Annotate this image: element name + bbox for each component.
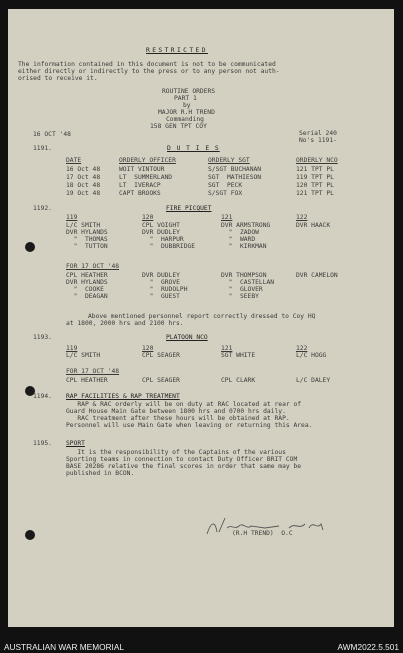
section-title: D U T I E S bbox=[167, 145, 220, 152]
picquet-name: " TUTTON bbox=[66, 243, 108, 250]
picquet-name: " GROVE bbox=[142, 279, 180, 286]
picquet-note: Above mentioned personnel report correctly dressed to Coy HQ bbox=[88, 313, 316, 320]
nco-name: L/C SMITH bbox=[66, 352, 101, 359]
platoon-number: 122 bbox=[296, 214, 308, 221]
column-header: ORDERLY SGT bbox=[208, 157, 250, 164]
picquet-name: " SEEBY bbox=[221, 293, 259, 300]
section-number: 1193. bbox=[33, 334, 52, 341]
nco-name: SGT WHITE bbox=[221, 352, 256, 359]
picquet-name: DVR THOMPSON bbox=[221, 272, 267, 279]
picquet-name: " THOMAS bbox=[66, 236, 108, 243]
picquet-name: CPL HEATHER bbox=[66, 272, 108, 279]
classification: RESTRICTED bbox=[146, 47, 208, 54]
picquet-name: " GLOVER bbox=[221, 286, 263, 293]
duty-nco: 120 TPT PL bbox=[296, 182, 334, 189]
duty-sgt: S/SGT FOX bbox=[208, 190, 243, 197]
duty-date: 18 Oct 48 bbox=[66, 182, 101, 189]
picquet-name: " CASTELLAN bbox=[221, 279, 275, 286]
rap-line: Guard House Main Gate between 1800 hrs and 0700 hrs daily. bbox=[66, 408, 286, 415]
platoon-number: 119 bbox=[66, 214, 78, 221]
section-title: FIRE PICQUET bbox=[166, 205, 212, 212]
for-date-label: FOR 17 OCT '48 bbox=[66, 368, 120, 375]
platoon-number: 119 bbox=[66, 345, 78, 352]
section-title: PLATOON NCO bbox=[166, 334, 208, 341]
picquet-name: DVR HYLANDS bbox=[66, 279, 108, 286]
duty-sgt: SGT PECK bbox=[208, 182, 243, 189]
footer-left-label: AUSTRALIAN WAR MEMORIAL bbox=[4, 642, 125, 652]
platoon-number: 121 bbox=[221, 345, 233, 352]
rap-line: RAC treatment after these hours will be obtained at RAP. bbox=[66, 415, 290, 422]
sport-line: It is the responsibility of the Captains of the various bbox=[66, 449, 286, 456]
order-date: 16 OCT '48 bbox=[33, 131, 71, 138]
picquet-name: DVR CAMELON bbox=[296, 272, 338, 279]
duty-officer: CAPT BROOKS bbox=[119, 190, 161, 197]
notice-line: The information contained in this document is not to be communicated bbox=[18, 61, 276, 68]
picquet-name: DVR DUDLEY bbox=[142, 272, 180, 279]
picquet-name: DVR HYLANDS bbox=[66, 229, 108, 236]
column-header: DATE bbox=[66, 157, 82, 164]
picquet-name: " DUBBRIDGE bbox=[142, 243, 196, 250]
platoon-number: 120 bbox=[142, 345, 154, 352]
picquet-name: " ZADOW bbox=[221, 229, 259, 236]
sport-line: BASE 20286 relative the final scores in order that same may be bbox=[66, 463, 302, 470]
section-title: RAP FACILITIES & RAP TREATMENT bbox=[66, 393, 180, 400]
column-header: ORDERLY NCO bbox=[296, 157, 338, 164]
punch-hole bbox=[25, 530, 35, 540]
signature-block: (R.H TREND) O.C bbox=[232, 530, 293, 537]
picquet-name: " WARD bbox=[221, 236, 256, 243]
heading-line: PART 1 bbox=[174, 95, 197, 102]
heading-line: MAJOR R.H TREND bbox=[158, 109, 215, 116]
picquet-name: " COOKE bbox=[66, 286, 104, 293]
picquet-name: L/C SMITH bbox=[66, 222, 101, 229]
section-title: SPORT bbox=[66, 440, 85, 447]
picquet-note: at 1800, 2000 hrs and 2100 hrs. bbox=[66, 320, 184, 327]
picquet-name: DVR DUDLEY bbox=[142, 229, 180, 236]
platoon-number: 121 bbox=[221, 214, 233, 221]
duty-date: 17 Oct 48 bbox=[66, 174, 101, 181]
picquet-name: " RUDOLPH bbox=[142, 286, 188, 293]
sport-line: Sporting teams in connection to contact Duty Officer BRIT COM bbox=[66, 456, 298, 463]
platoon-number: 122 bbox=[296, 345, 308, 352]
serial-line: Serial 240 bbox=[299, 130, 337, 137]
picquet-name: " GUEST bbox=[142, 293, 180, 300]
duty-officer: LT IVERACP bbox=[119, 182, 161, 189]
picquet-name: DVR HAACK bbox=[296, 222, 331, 229]
rap-line: RAP & RAC orderly will be on duty at RAC located at rear of bbox=[66, 401, 302, 408]
section-number: 1195. bbox=[33, 440, 52, 447]
heading-line: Commanding bbox=[166, 116, 204, 123]
section-number: 1191. bbox=[33, 145, 52, 152]
picquet-name: " HARPUR bbox=[142, 236, 184, 243]
section-number: 1192. bbox=[33, 205, 52, 212]
nco-name: CPL SEAGER bbox=[142, 352, 180, 359]
punch-hole bbox=[25, 242, 35, 252]
for-date-label: FOR 17 OCT '48 bbox=[66, 263, 120, 270]
duty-officer: LT SUMMERLAND bbox=[119, 174, 173, 181]
nco-name: CPL HEATHER bbox=[66, 377, 108, 384]
duty-nco: 119 TPT PL bbox=[296, 174, 334, 181]
duty-sgt: S/SGT BUCHANAN bbox=[208, 166, 262, 173]
nco-name: CPL CLARK bbox=[221, 377, 256, 384]
duty-nco: 121 TPT PL bbox=[296, 166, 334, 173]
duty-sgt: SGT MATHIESON bbox=[208, 174, 262, 181]
heading-line: ROUTINE ORDERS bbox=[162, 88, 216, 95]
picquet-name: DVR ARMSTRONG bbox=[221, 222, 271, 229]
serial-line: No's 1191- bbox=[299, 137, 337, 144]
duty-nco: 121 TPT PL bbox=[296, 190, 334, 197]
notice-line: either directly or indirectly to the press or to any person not auth- bbox=[18, 68, 280, 75]
nco-name: CPL SEAGER bbox=[142, 377, 180, 384]
duty-date: 19 Oct 48 bbox=[66, 190, 101, 197]
duty-officer: WOIT VINTOUR bbox=[119, 166, 165, 173]
duty-date: 16 Oct 48 bbox=[66, 166, 101, 173]
column-header: ORDERLY OFFICER bbox=[119, 157, 176, 164]
picquet-name: CPL VOIGHT bbox=[142, 222, 180, 229]
nco-name: L/C DALEY bbox=[296, 377, 331, 384]
nco-name: L/C HOGG bbox=[296, 352, 327, 359]
platoon-number: 120 bbox=[142, 214, 154, 221]
heading-line: by bbox=[183, 102, 191, 109]
picquet-name: " KIRKMAN bbox=[221, 243, 267, 250]
heading-line: 158 GEN TPT COY bbox=[150, 123, 207, 130]
section-number: 1194. bbox=[33, 393, 52, 400]
sport-line: published in BCON. bbox=[66, 470, 135, 477]
footer-right-label: AWM2022.5.501 bbox=[337, 642, 399, 652]
rap-line: Personnel will use Main Gate when leaving or returning this Area. bbox=[66, 422, 313, 429]
notice-line: orised to receive it. bbox=[18, 75, 98, 82]
picquet-name: " DEAGAN bbox=[66, 293, 108, 300]
